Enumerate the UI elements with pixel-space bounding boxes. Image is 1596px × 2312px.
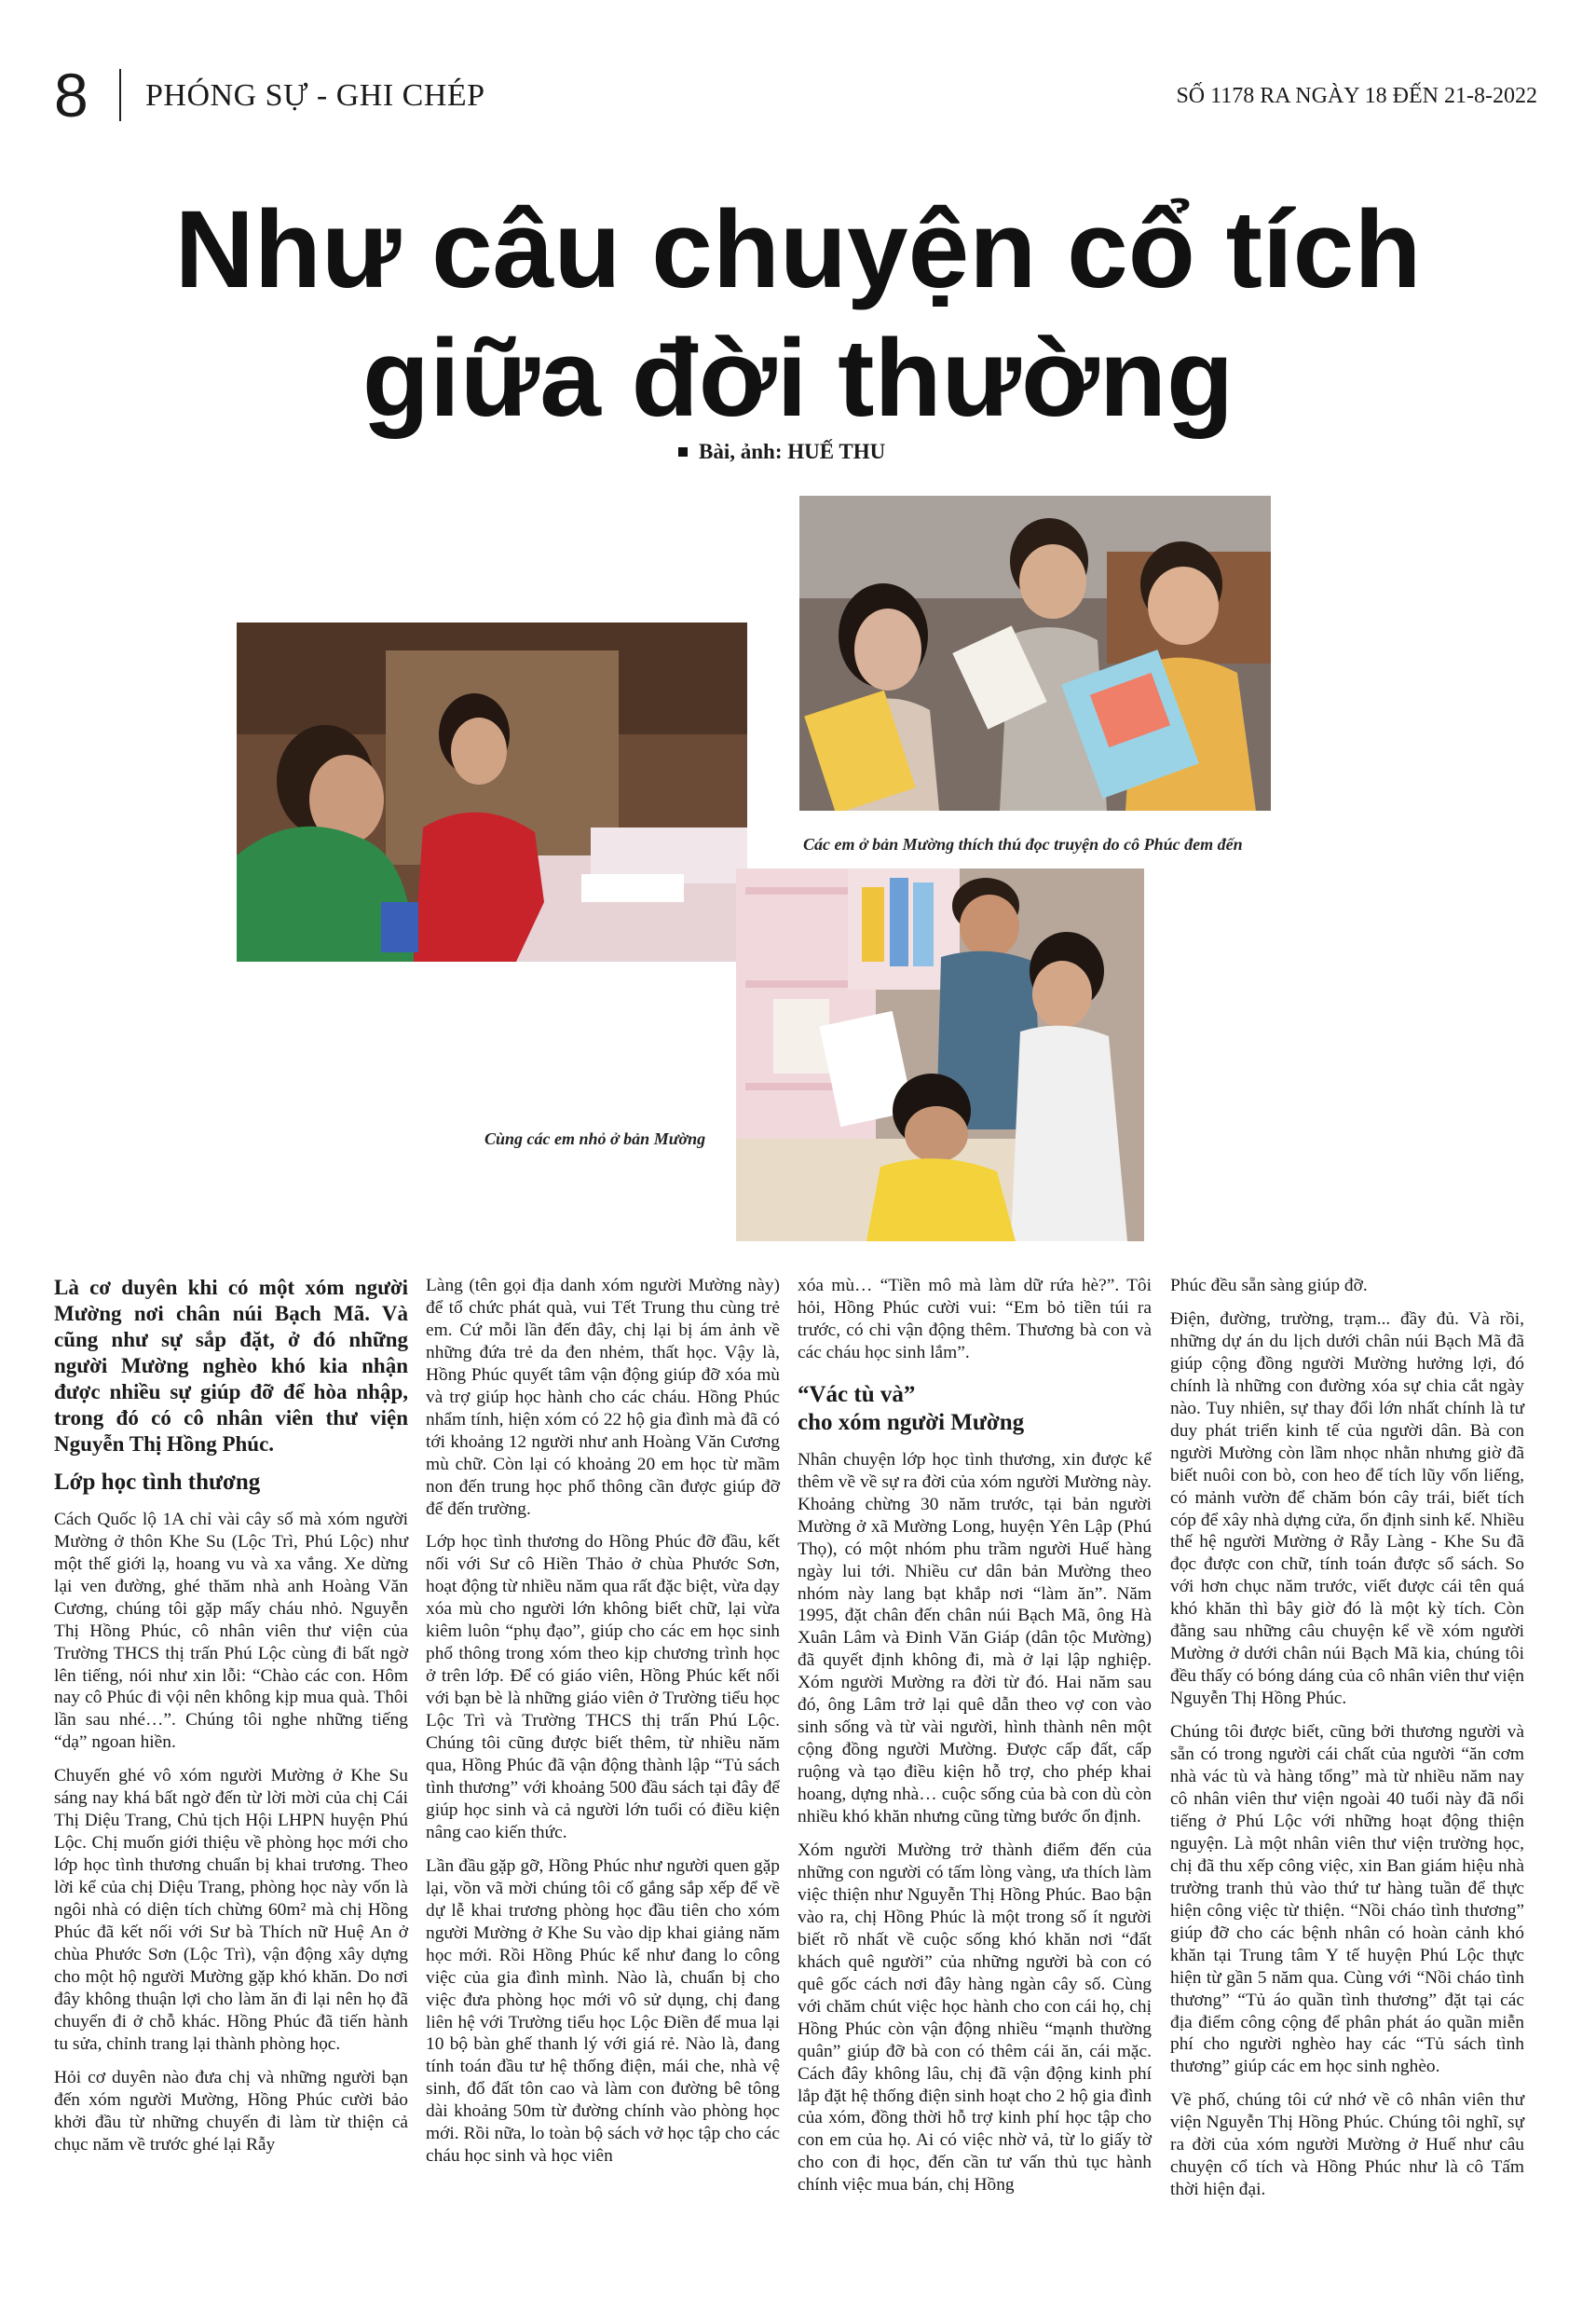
article-column-1 (54, 1275, 408, 2168)
caption-children: Các em ở bản Mường thích thú đọc truyện do cô Phúc đem đến (803, 835, 1243, 854)
paragraph: Điện, đường, trường, trạm... đầy đủ. Và rồi, những dự án du lịch dưới chân núi Bạch Mã đã giúp cộng đồng người Mường hưởng lợi, đó chính là những con đường xóa sự chia cắt ngày nào. Tuy nhiên, sự thay đổi lớn nhất chính là tư duy phát triển kinh tế của người dân. Bà con người Mường còn lầm nhọc nhằn nhưng giờ đã biết nuôi con bò, con heo để tích lũy vốn liếng, có mảnh vườn để chăm bón cây trái, biết tích cóp để xây nhà dựng cửa, ổn định sinh kế. Nhiều thế hệ người Mường ở Rẫy Làng - Khe Su đã đọc được con chữ, tính toán được sổ sách. So với hơn chục năm trước, viết được cái tên quá khó khăn thì bây giờ đó là một kỳ tích. Còn đằng sau những câu chuyện kể về xóm người Mường ở dưới chân núi Bạch Mã kia, chúng tôi đều thấy có bóng dáng của cô nhân viên thư viện Nguyễn Thị Hồng Phúc. (1170, 1308, 1524, 1709)
photo-classroom (736, 869, 1144, 1241)
subhead-line-1: “Vác tù và” (798, 1381, 916, 1407)
byline (678, 440, 885, 464)
byline-text: Bài, ảnh: HUẾ THU (699, 440, 886, 463)
paragraph: Làng (tên gọi địa danh xóm người Mường này) để tổ chức phát quà, vui Tết Trung thu cùng trẻ em. Cứ mỗi lần đến đây, chị lại bị ám ảnh về những đứa trẻ da đen nhẻm, thất học. Vậy là, Hồng Phúc quyết tâm vận động giúp đỡ xóa mù và trợ giúp học hành cho các cháu. Hồng Phúc nhẩm tính, hiện xóm có 22 hộ gia đình mà đã có tới khoảng 12 người như anh Hoàng Văn Cương mù chữ. Còn lại có khoảng 20 em học từ mầm non đến trung học phổ thông cần được giúp đỡ để đến trường. (426, 1276, 780, 1519)
paragraph: Nhân chuyện lớp học tình thương, xin được kể thêm về về sự ra đời của xóm người Mường này. Khoảng chừng 30 năm trước, tại bản người Mường ở xã Mường Long, huyện Yên Lập (Phú Thọ), có một nhóm phu trầm người Huế hàng ngày lui tới. Nhiều cư dân bản Mường theo nhóm này lang bạt khắp nơi “làm ăn”. Năm 1995, đặt chân đến chân núi Bạch Mã, ông Hà Xuân Lâm và Đinh Văn Giáp (dân tộc Mường) đã quyết định không đi, mà ở lại lập nghiệp. Xóm người Mường ra đời từ đó. Hai năm sau đó, ông Lâm trở lại quê dẫn theo vợ con vào sinh sống và từ vài người, hình thành nên một cộng đồng người Mường. Được cấp đất, cấp ruộng và tạo điều kiện hỗ trợ, cho phép khai hoang, dựng nhà… cuộc sống của bà con dù còn nhiều khó khăn nhưng cũng từng bước ổn định. (798, 1449, 1152, 1827)
paragraph: Lần đầu gặp gỡ, Hồng Phúc như người quen gặp lại, vồn vã mời chúng tôi cố gắng sắp xếp để về dự lễ khai trương phòng học đầu tiên cho xóm người Mường ở Khe Su vào dịp khai giảng năm học mới. Rồi Hồng Phúc kể như đang lo công việc của gia đình mình. Nào là, chuẩn bị cho việc đưa phòng học mới vô sử dụng, chị đang liên hệ với Trường tiểu học Lộc Điền để mua lại 10 bộ bàn ghế thanh lý với giá rẻ. Nào là, đang tính toán đầu tư hệ thống điện, mái che, nhà vệ sinh, đổ đất tôn cao và làm con đường bê tông dài khoảng 50m từ đường chính vào phòng học mới. Rồi nữa, lo toàn bộ sách vở học tập cho các cháu học sinh và học viên (426, 1855, 780, 2167)
article-column-4 (1170, 1275, 1524, 2212)
article-column-3 (798, 1275, 1152, 2208)
masthead-divider (119, 69, 121, 121)
headline-line-1: Như câu chuyện cổ tích (174, 188, 1422, 311)
subhead-line-2: cho xóm người Mường (798, 1410, 1025, 1436)
paragraph: Phúc đều sẵn sàng giúp đỡ. (1170, 1276, 1368, 1295)
section-title: PHÓNG SỰ - GHI CHÉP (145, 78, 485, 113)
article-lead: Là cơ duyên khi có một xóm người Mường nơi chân núi Bạch Mã. Và cũng như sự sắp đặt, ở đó những người Mường nghèo khó kia nhận được nhiều sự giúp đỡ để hòa nhập, trong đó có cô nhân viên thư viện Nguyễn Thị Hồng Phúc. (54, 1276, 408, 1457)
subhead-vac-tu-va (798, 1381, 1152, 1438)
headline-line-2: giữa đời thường (361, 317, 1235, 440)
article-column-2 (426, 1275, 780, 2179)
photo-children-reading (799, 496, 1271, 811)
paragraph: Lớp học tình thương do Hồng Phúc đỡ đầu, kết nối với Sư cô Hiền Thảo ở chùa Phước Sơn, hoạt động từ nhiều năm qua rất đặc biệt, vừa dạy xóa mù cho người lớn không biết chữ, lại vừa kiêm luôn “phụ đạo”, giúp cho các em học sinh phổ thông trong xóm theo kịp chương trình học ở trên lớp. Để có giáo viên, Hồng Phúc kết nối với bạn bè là những giáo viên ở Trường tiểu học Lộc Trì và Trường THCS thị trấn Phú Lộc. Chúng tôi cũng được biết thêm, từ nhiều năm qua, Hồng Phúc đã vận động thành lập “Tủ sách tình thương” với khoảng 500 đầu sách tại đây để giúp học sinh và cả người lớn tuổi có điều kiện nâng cao kiến thức. (426, 1532, 780, 1842)
bullet-square-icon (678, 447, 688, 457)
caption-classroom: Cùng các em nhỏ ở bản Mường (484, 1129, 706, 1148)
masthead (54, 58, 1537, 132)
paragraph: Về phố, chúng tôi cứ nhớ về cô nhân viên thư viện Nguyễn Thị Hồng Phúc. Chúng tôi nghĩ, sự ra đời của xóm người Mường ở Huế như câu chuyện cổ tích và Hồng Phúc như là cô Tấm thời hiện đại. (1170, 2090, 1524, 2200)
issue-info: SỐ 1178 RA NGÀY 18 ĐẾN 21-8-2022 (1176, 84, 1537, 108)
paragraph: Xóm người Mường trở thành điểm đến của những con người có tấm lòng vàng, ưa thích làm việc thiện như Nguyễn Thị Hồng Phúc. Bao bận vào ra, chị Hồng Phúc là một trong số ít người biết rõ nhất về cuộc sống khó khăn nơi “đất khách quê người” của những người bà con có quê gốc cách nơi đây hàng ngàn cây số. Cùng với chăm chút việc học hành cho con cái họ, chị Hồng Phúc còn vận động nhiều “mạnh thường quân” giúp đỡ bà con có thêm cái ăn, cái mặc. Cách đây không lâu, chị đã vận động kinh phí lắp đặt hệ thống điện sinh hoạt cho 2 hộ gia đình của xóm, đồng thời hỗ trợ kinh phí học tập cho con em của họ. Ai có việc nhờ vả, từ lo giấy tờ cho con đi học, đến cần tư vấn thủ tục hành chính việc mua bán, chị Hồng (798, 1840, 1152, 2196)
page-number: 8 (54, 61, 89, 130)
paragraph: Cách Quốc lộ 1A chỉ vài cây số mà xóm người Mường ở thôn Khe Su (Lộc Trì, Phú Lộc) như một thế giới lạ, hoang vu và xa vắng. Xe dừng lại ven đường, ghé thăm nhà anh Hoàng Văn Cương, chúng tôi gặp mấy cháu nhỏ. Nguyễn Thị Hồng Phúc, cô nhân viên thư viện của Trường THCS thị trấn Phú Lộc cùng đi bất ngờ lên tiếng, nói như xin lỗi: “Chào các con. Hôm nay cô Phúc đi vội nên không kịp mua quà. Thôi lần sau nhé…”. Chúng tôi nghe những tiếng “dạ” ngoan hiền. (54, 1509, 408, 1753)
paragraph: Chúng tôi được biết, cũng bởi thương người và sẵn có trong người cái chất của người “ăn cơm nhà vác tù và hàng tổng” mà từ nhiều năm nay cô nhân viên thư viện ngoài 40 tuổi này đã nổi tiếng ở Phú Lộc với những hoạt động thiện nguyện. Là một nhân viên thư viện trường học, chị đã thu xếp công việc, xin Ban giám hiệu nhà trường tranh thủ vào thứ tư hàng tuần để thực hiện công việc từ thiện. “Nồi cháo tình thương” giúp đỡ cho các bệnh nhân có hoàn cảnh khó khăn tại Trung tâm Y tế huyện Phú Lộc thực hiện từ gần 5 năm qua. Cùng với “Nồi cháo tình thương” “Tủ áo quần tình thương” đặt tại các địa điểm công cộng để phân phát áo quần miễn phí cho người nghèo hay các “Tủ sách tình thương” giúp các em học sinh nghèo. (1170, 1722, 1524, 2077)
paragraph: Hỏi cơ duyên nào đưa chị và những người bạn đến xóm người Mường, Hồng Phúc cười bảo khởi đầu từ những chuyến đi làm từ thiện cả chục năm về trước ghé lại Rẫy (54, 2067, 408, 2155)
subhead-lop-hoc: Lớp học tình thương (54, 1470, 261, 1496)
photo-tutoring (237, 622, 747, 962)
paragraph: xóa mù… “Tiền mô mà làm dữ rứa hè?”. Tôi hỏi, Hồng Phúc cười vui: “Em bỏ tiền túi ra trước, có chi vận động thêm. Thương bà con và các cháu học sinh lắm”. (798, 1276, 1152, 1362)
paragraph: Chuyến ghé vô xóm người Mường ở Khe Su sáng nay khá bất ngờ đến từ lời mời của chị Cái Thị Diệu Trang, Chủ tịch Hội LHPN huyện Phú Lộc. Chị muốn giới thiệu về phòng học mới cho lớp học tình thương chuẩn bị khai trương. Theo lời kể của chị Diệu Trang, phòng học này vốn là ngôi nhà có diện tích chừng 60m² mà chị Hồng Phúc đã kết nối với Sư bà Thích nữ Huệ An ở chùa Phước Sơn (Lộc Trì), vận động xây dựng cho một hộ người Mường gặp khó khăn. Do nơi đây không thuận lợi cho làm ăn đi lại nên họ đã chuyển đi ở chỗ khác. Hồng Phúc đã tiến hành tu sửa, chỉnh trang lại thành phòng học. (54, 1766, 408, 2054)
